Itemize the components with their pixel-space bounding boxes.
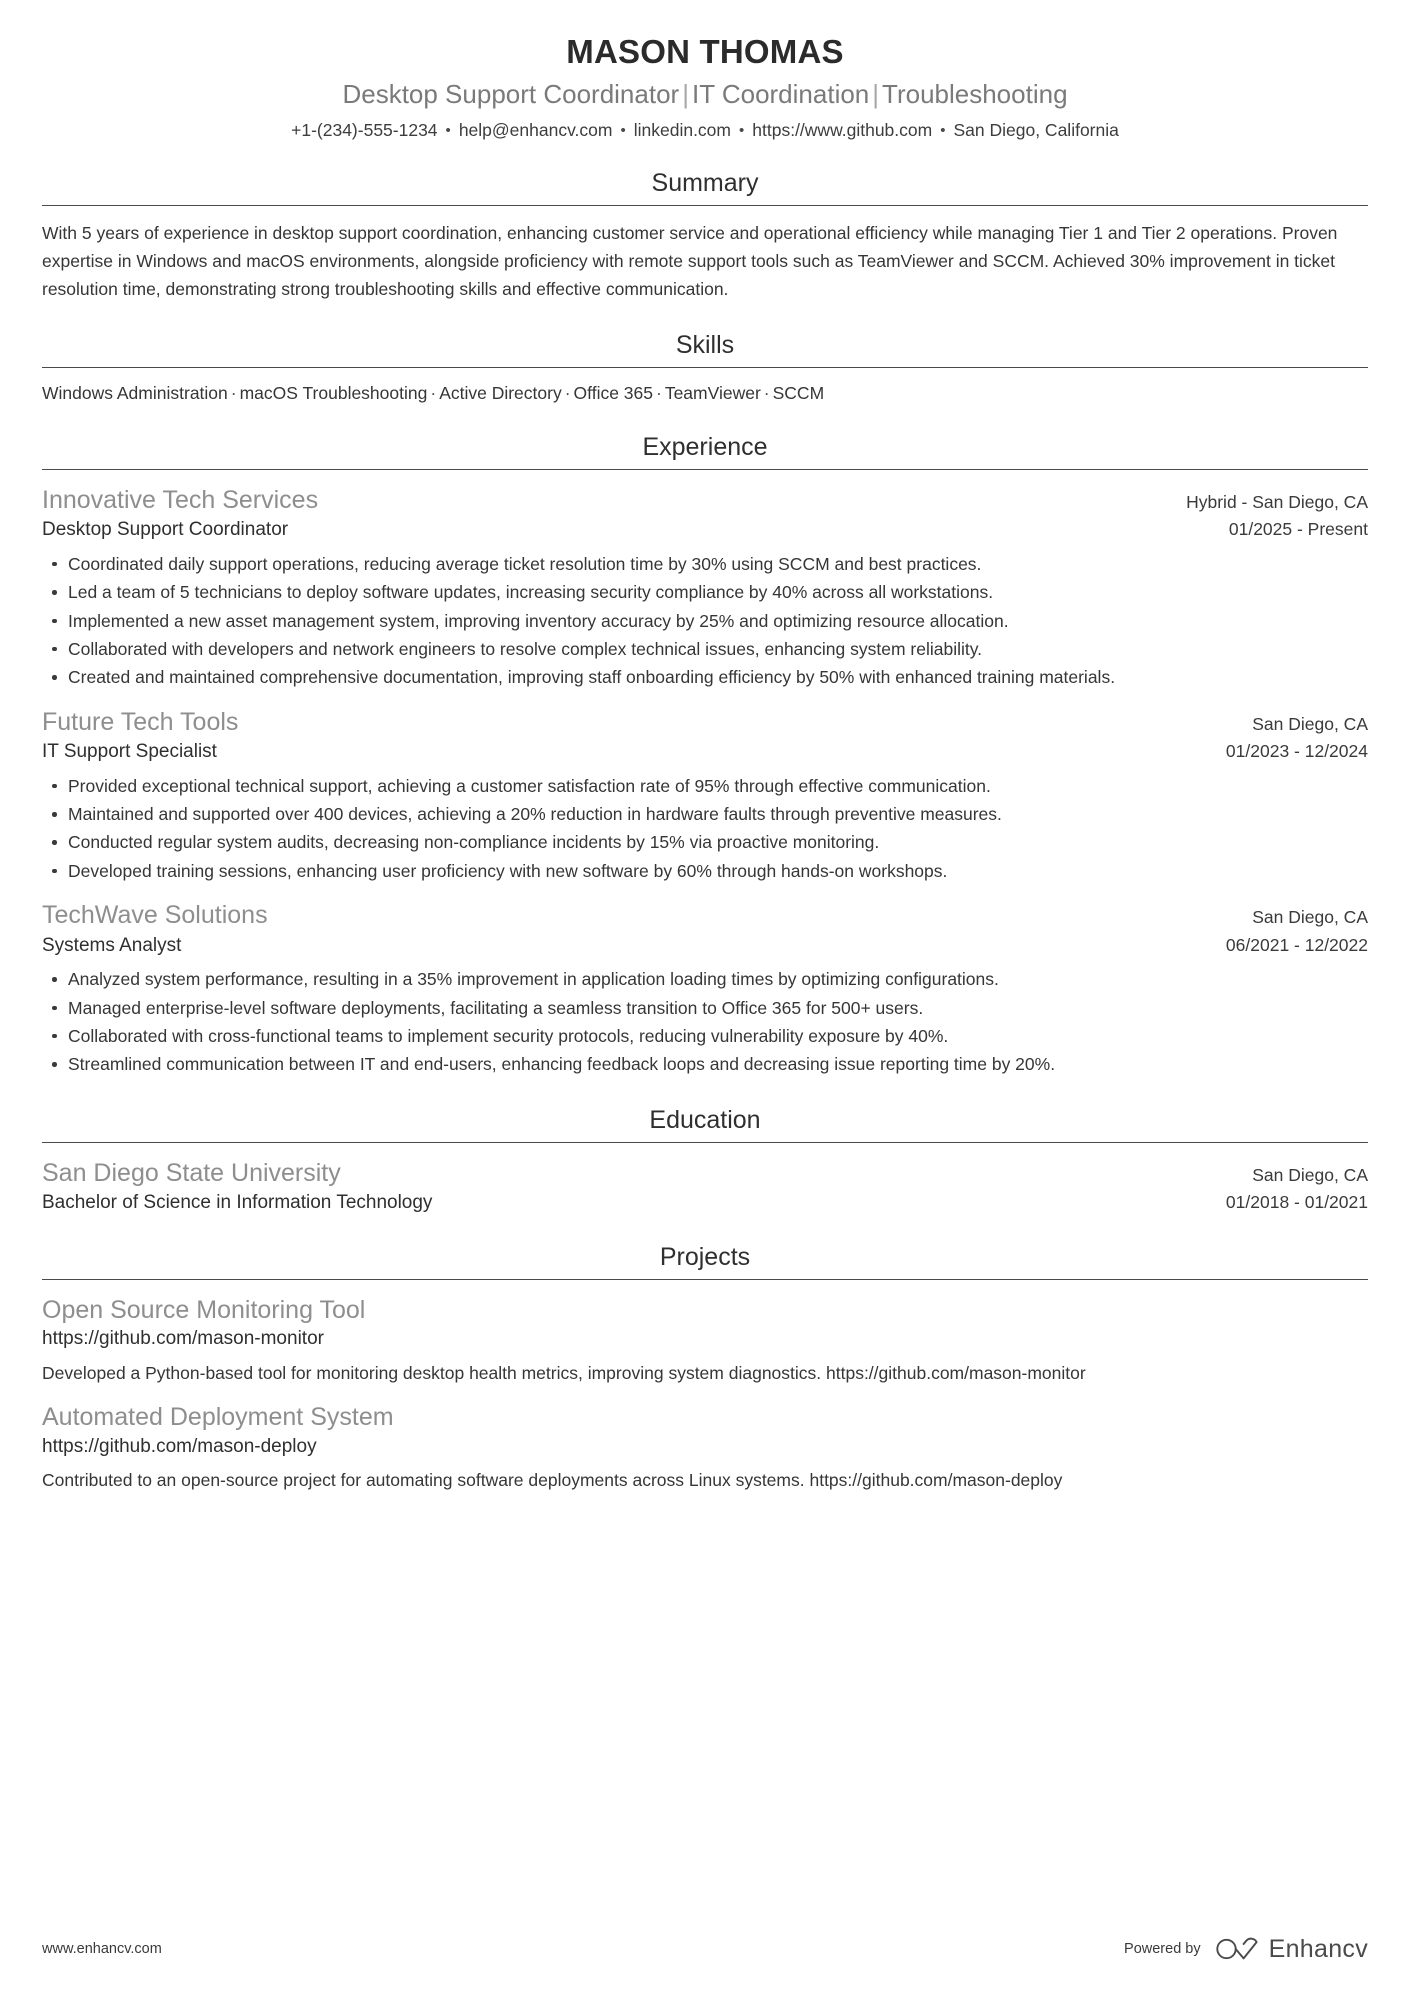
skill-item: Active Directory [439,382,562,403]
experience-dates: 06/2021 - 12/2022 [1225,934,1368,955]
experience-bullet: Analyzed system performance, resulting in a 35% improvement in application loading times by optimizing configurations. [42,965,1368,993]
project-entry [42,1401,1368,1494]
contact-phone: +1-(234)-555-1234 [291,119,438,140]
section-divider [42,1279,1368,1280]
experience-entry [42,706,1368,886]
contact-github[interactable]: https://www.github.com [752,119,933,140]
project-link[interactable]: https://github.com/mason-deploy [42,1435,317,1457]
experience-dates: 01/2025 - Present [1228,519,1368,540]
skill-item: Windows Administration [42,382,228,403]
skills-list [42,380,1368,406]
experience-bullet: Streamlined communication between IT and end-users, enhancing feedback loops and decreasing issue reporting time by 20%. [42,1050,1368,1078]
project-entry [42,1294,1368,1387]
experience-role: Systems Analyst [42,934,182,956]
enhancv-wordmark: Enhancv [1268,1934,1368,1963]
project-description: Developed a Python-based tool for monitoring desktop health metrics, improving system diagnostics. https://github.com/mason-monitor [42,1362,1086,1383]
enhancv-logo [1215,1936,1368,1962]
experience-bullet: Collaborated with cross-functional teams to implement security protocols, reducing vulnerability exposure by 40%. [42,1022,1368,1050]
contact-separator-dot: • [739,121,745,139]
enhancv-infinity-heart-icon [1215,1936,1261,1962]
headline-separator: | [682,79,689,110]
experience-role: IT Support Specialist [42,741,217,763]
experience-bullet: Maintained and supported over 400 devices, achieving a 20% reduction in hardware faults through preventive measures. [42,800,1368,828]
section-divider [42,1142,1368,1143]
skill-item: TeamViewer [664,382,761,403]
project-name: Automated Deployment System [42,1403,394,1432]
experience-bullet: Managed enterprise-level software deployments, facilitating a seamless transition to Office 365 for 500+ users. [42,994,1368,1022]
candidate-headline [42,78,1368,111]
skill-separator: · [656,382,662,403]
skill-item: Office 365 [573,382,653,403]
experience-entry-top-row [42,706,1368,739]
section-skills [42,330,1368,406]
experience-bullet: Created and maintained comprehensive documentation, improving staff onboarding efficiency by 50% with enhanced training materials. [42,663,1368,691]
education-degree: Bachelor of Science in Information Technology [42,1192,433,1214]
headline-part: IT Coordination [691,79,870,110]
experience-bullet: Provided exceptional technical support, achieving a customer satisfaction rate of 95% through effective communication. [42,772,1368,800]
experience-organization: TechWave Solutions [42,901,268,930]
experience-bullet: Collaborated with developers and network engineers to resolve complex technical issues, enhancing system reliability. [42,635,1368,663]
contact-email[interactable]: help@enhancv.com [458,119,613,140]
skill-separator: · [763,382,770,403]
experience-location: San Diego, CA [1252,713,1368,734]
resume-header [42,0,1368,142]
section-divider [42,205,1368,206]
headline-part: Troubleshooting [882,79,1068,110]
experience-bullet: Coordinated daily support operations, reducing average ticket resolution time by 30% using SCCM and best practices. [42,550,1368,578]
experience-entry-bottom-row [42,516,1368,543]
experience-bullet: Implemented a new asset management system, improving inventory accuracy by 25% and optimizing resource allocation. [42,607,1368,635]
contact-location: San Diego, California [953,119,1119,140]
section-experience [42,432,1368,1079]
education-dates: 01/2018 - 01/2021 [1225,1192,1368,1213]
headline-separator: | [872,79,880,110]
project-description: Contributed to an open-source project for automating software deployments across Linux systems. https://github.com/mason-deploy [42,1470,1063,1491]
experience-location: San Diego, CA [1252,907,1368,928]
headline-part: Desktop Support Coordinator [342,79,680,110]
experience-entry-bottom-row [42,738,1368,765]
skill-item: macOS Troubleshooting [239,382,428,403]
footer-site-url[interactable]: www.enhancv.com [42,1940,162,1957]
experience-bullet-list [42,772,1368,885]
experience-location: Hybrid - San Diego, CA [1186,491,1368,512]
education-location: San Diego, CA [1252,1164,1368,1185]
experience-entry-bottom-row [42,932,1368,959]
experience-entry-top-row [42,899,1368,932]
experience-bullet: Led a team of 5 technicians to deploy software updates, increasing security compliance by 40% across all workstations. [42,578,1368,606]
section-title-skills: Skills [675,330,735,359]
skill-separator: · [230,382,237,403]
section-summary [42,168,1368,304]
education-institution: San Diego State University [42,1158,341,1187]
contact-line [42,119,1368,142]
contact-separator-dot: • [445,121,451,139]
candidate-name: MASON THOMAS [566,33,844,70]
section-title-summary: Summary [651,168,759,197]
experience-organization: Innovative Tech Services [42,485,319,514]
skill-item: SCCM [772,382,825,403]
experience-bullet-list [42,965,1368,1078]
experience-role: Desktop Support Coordinator [42,519,289,541]
contact-separator-dot: • [940,121,946,139]
project-name: Open Source Monitoring Tool [42,1295,366,1324]
skill-separator: · [430,382,437,403]
contact-linkedin[interactable]: linkedin.com [633,119,731,140]
section-title-projects: Projects [659,1242,751,1271]
section-title-experience: Experience [642,432,768,461]
skill-separator: · [564,382,571,403]
experience-organization: Future Tech Tools [42,707,239,736]
education-entry-top-row [42,1157,1368,1190]
section-divider [42,469,1368,470]
footer-brand-block [1124,1936,1368,1962]
section-divider [42,367,1368,368]
powered-by-label: Powered by [1124,1940,1201,1957]
experience-dates: 01/2023 - 12/2024 [1225,741,1368,762]
experience-bullet: Conducted regular system audits, decreasing non-compliance incidents by 15% via proactive monitoring. [42,828,1368,856]
contact-separator-dot: • [620,121,626,139]
summary-text: With 5 years of experience in desktop support coordination, enhancing customer service and operational efficiency while managing Tier 1 and Tier 2 operations. Proven expertise in Windows and macOS environments, alongside proficiency with remote support tools such as TeamViewer and SCCM. Achieved 30% improvement in ticket resolution time, demonstrating strong troubleshooting skills and effective communication. [42,222,1338,300]
section-education [42,1105,1368,1216]
section-projects [42,1242,1368,1495]
experience-bullet: Developed training sessions, enhancing user proficiency with new software by 60% through hands-on workshops. [42,857,1368,885]
education-entry-bottom-row [42,1189,1368,1216]
experience-entry [42,484,1368,692]
experience-entry-top-row [42,484,1368,517]
experience-entry [42,899,1368,1079]
project-link[interactable]: https://github.com/mason-monitor [42,1328,324,1350]
section-title-education: Education [649,1105,761,1134]
education-entry [42,1157,1368,1216]
resume-footer [42,1936,1368,1962]
experience-bullet-list [42,550,1368,692]
